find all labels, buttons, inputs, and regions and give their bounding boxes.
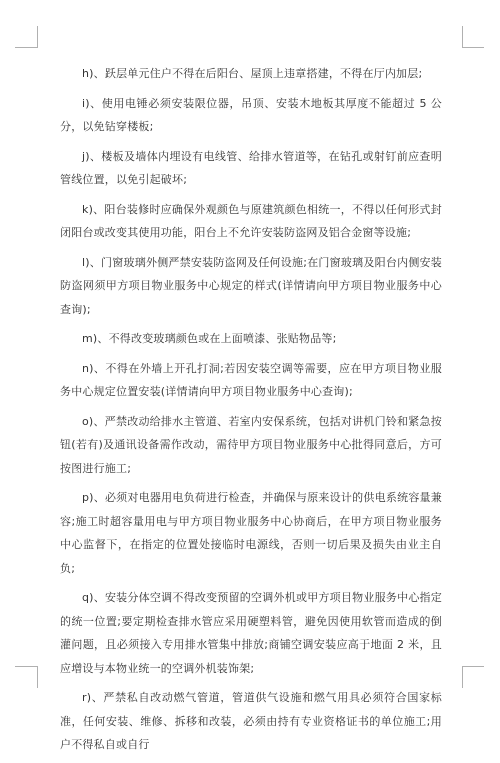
crop-mark-bottom-left-horizontal [15, 666, 37, 667]
paragraph-l: l)、门窗玻璃外侧严禁安装防盗网及任何设施;在门窗玻璃及阳台内侧安装防盗网须甲方项目物业服务中心规定的样式(详情请向甲方项目物业服务中心查询); [60, 255, 442, 316]
paragraph-q: q)、安装分体空调不得改变预留的空调外机或甲方项目物业服务中心指定的统一位置;要定期检查排水管应采用硬塑料管，避免因使用软管而造成的倒灌问题，且必须接入专用排水管集中排放;商铺空调安装应高于地面 2 米，且应增设与本物业统一的空调外机装饰架; [60, 591, 442, 675]
crop-mark-top-left-horizontal [15, 47, 37, 48]
paragraph-j: j)、楼板及墙体内埋设有电线管、给排水管道等，在钻孔或射钉前应查明管线位置，以免引起破坏; [60, 149, 442, 186]
crop-mark-top-left-vertical [37, 26, 38, 48]
paragraph-p: p)、必须对电器用电负荷进行检查，并确保与原来设计的供电系统容量兼容;施工时超容量用电与甲方项目物业服务中心协商后，在甲方项目物业服务中心监督下，在指定的位置处接临时电源线，否则一切后果及损失由业主自负; [60, 491, 442, 575]
crop-mark-bottom-right-horizontal [462, 666, 484, 667]
paragraph-h: h)、跃层单元住户不得在后阳台、屋顶上违章搭建，不得在厅内加层; [82, 67, 423, 80]
paragraph-i: i)、使用电锤必须安装限位器，吊顶、安装木地板其厚度不能超过 5 公分，以免钻穿楼板; [60, 96, 442, 133]
paragraph-r: r)、严禁私自改动燃气管道，管道供气设施和燃气用具必须符合国家标准，任何安装、维修、拆移和改装，必须由持有专业资格证书的单位施工;用户不得私自或自行 [60, 691, 442, 751]
paragraph-m: m)、不得改变玻璃颜色或在上面喷漆、张贴物品等; [82, 332, 337, 345]
crop-mark-bottom-left-vertical [37, 666, 38, 688]
paragraph-n: n)、不得在外墙上开孔打洞;若因安装空调等需要，应在甲方项目物业服务中心规定位置安装(详情请向甲方项目物业服务中心查询); [60, 361, 442, 398]
crop-mark-bottom-right-vertical [462, 666, 463, 688]
crop-mark-top-right-vertical [462, 26, 463, 48]
paragraph-o: o)、严禁改动给排水主管道、若室内安保系统，包括对讲机门铃和紧急按钮(若有)及通讯设备需作改动，需待甲方项目物业服务中心批得同意后，方可按图进行施工; [60, 414, 442, 475]
crop-mark-top-right-horizontal [462, 47, 484, 48]
document-body [60, 62, 442, 763]
paragraph-k: k)、阳台装修时应确保外观颜色与原建筑颜色相统一，不得以任何形式封闭阳台或改变其使用功能，阳台上不允许安装防盗网及铝合金窗等设施; [60, 202, 442, 239]
